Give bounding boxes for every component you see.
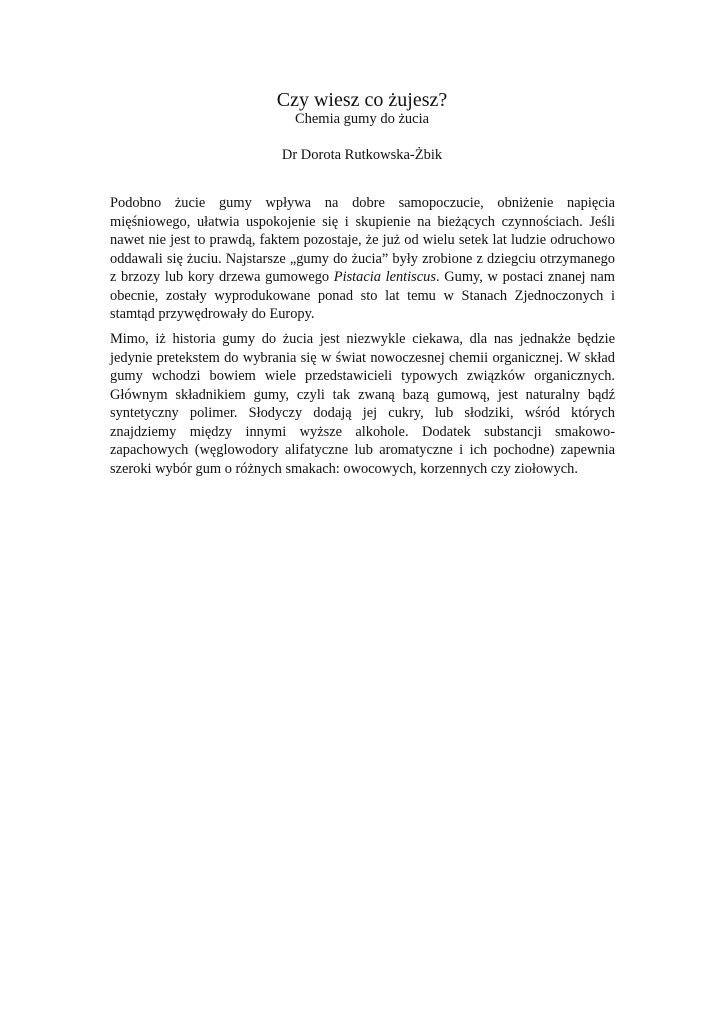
paragraph-1-line: obecnie, zostały wyprodukowane ponad sto lat temu w Stanach Zjednoczonych i [110,287,615,304]
paragraph-1 [110,194,615,324]
paragraph-2-line: gumy wchodzi bowiem wiele przedstawicieli typowych związków organicznych. [110,368,615,384]
paragraph-2-line: szeroki wybór gum o różnych smakach: owocowych, korzennych czy ziołowych. [110,460,578,477]
paragraph-2-line: znajdziemy między innymi wyższe alkohole. Dodatek substancji smakowo- [110,423,615,440]
paragraph-1-line: Podobno żucie gumy wpływa na dobre samopoczucie, obniżenie napięcia [110,195,615,211]
document-subtitle: Chemia gumy do żucia [294,111,430,127]
paragraph-1-line [110,268,615,287]
text-segment: . Gumy, w postaci znanej nam [435,269,615,285]
paragraph-1-line: stamtąd przywędrowały do Europy. [110,306,315,322]
paragraph-2-line: Głównym składnikiem gumy, czyli tak zwaną bazą gumową, jest naturalny bądź [110,386,615,403]
paragraph-2-line: zapachowych (węglowodory alifatyczne lub aromatyczne i ich pochodne) zapewnia [110,442,615,458]
paragraph-2 [110,330,615,478]
document-title: Czy wiesz co żujesz? [276,89,448,111]
paragraph-2-line: jedynie pretekstem do wybrania się w świat nowoczesnej chemii organicznej. W skład [110,349,615,366]
paragraph-1-line: oddawali się żuciu. Najstarsze „gumy do żucia” były zrobione z dziegciu otrzymanego [110,250,615,267]
species-name: Pistacia lentiscus [333,269,436,285]
document-author: Dr Dorota Rutkowska-Żbik [281,147,443,163]
paragraph-1-line: mięśniowego, ułatwia uspokojenie się i skupienie na bieżących czynnościach. Jeśli [110,213,615,230]
paragraph-1-line: nawet nie jest to prawdą, faktem pozostaje, że już od wielu setek lat ludzie odruchowo [110,232,615,248]
text-segment: z brzozy lub kory drzewa gumowego [110,269,334,285]
paragraph-2-line: syntetyczny polimer. Słodyczy dodają jej cukry, lub słodziki, wśród których [110,405,615,421]
paragraph-2-line: Mimo, iż historia gumy do żucia jest niezwykle ciekawa, dla nas jednakże będzie [110,331,615,347]
